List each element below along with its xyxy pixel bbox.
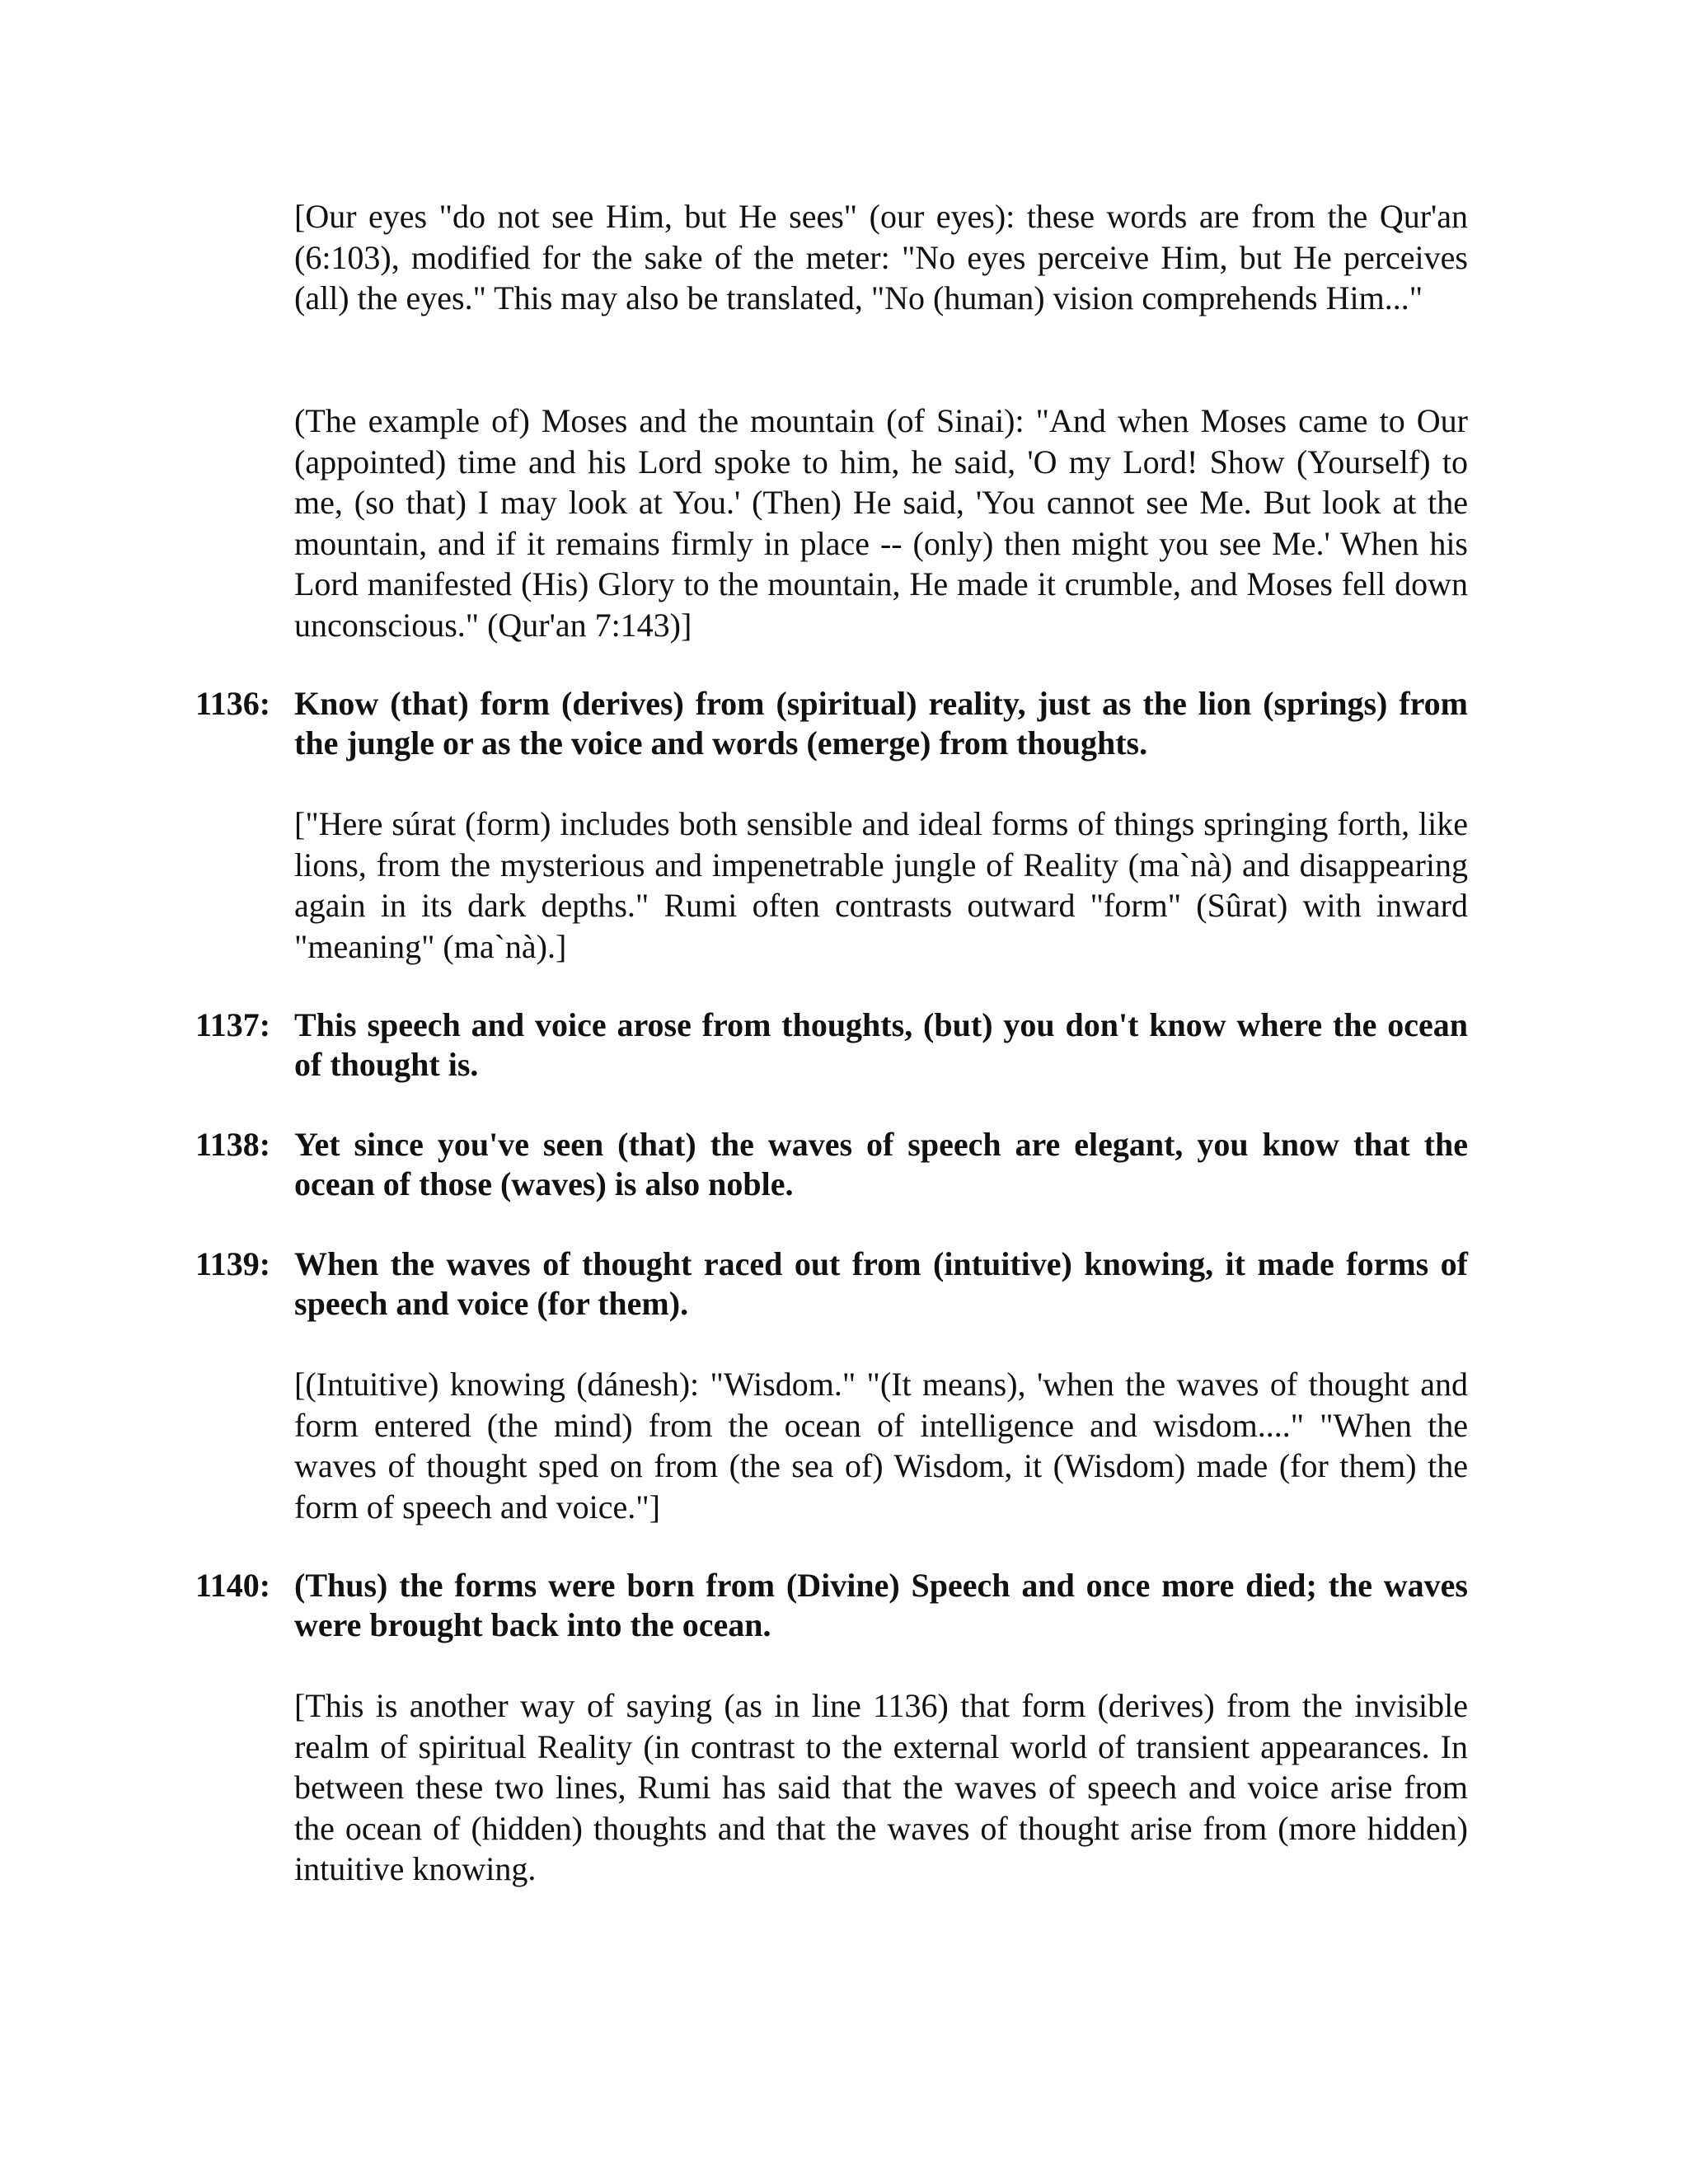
verse-1140 — [195, 1566, 1468, 1645]
verse-text: Know (that) form (derives) from (spiritual) reality, just as the lion (springs) from the jungle or as the voice and words (emerge) from thoughts. — [294, 685, 1468, 762]
verse-1139 — [195, 1244, 1468, 1324]
commentary-paragraph: [This is another way of saying (as in line 1136) that form (derives) from the invisible realm of spiritual Reality (in contrast to the external world of transient appearances. In between these two lines, Rumi has said that the waves of speech and voice arise from the ocean of (hidden) thoughts and that the waves of thought arise from (more hidden) intuitive knowing. — [294, 1687, 1468, 1887]
commentary-paragraph: [(Intuitive) knowing (dánesh): "Wisdom." "(It means), 'when the waves of thought and form entered (the mind) from the ocean of intelligence and wisdom...." "When the waves of thought sped on from (the sea of) Wisdom, it (Wisdom) made (for them) the form of speech and voice."] — [294, 1366, 1468, 1526]
commentary-paragraph: [Our eyes "do not see Him, but He sees" (our eyes): these words are from the Qur'an (6:103), modified for the sake of the meter: "No eyes perceive Him, but He perceives (all) the eyes." This may also be translated, "No (human) vision comprehends Him..." — [294, 198, 1468, 316]
verse-number: 1136: — [195, 685, 271, 722]
verse-text: (Thus) the forms were born from (Divine) Speech and once more died; the waves were brought back into the ocean. — [294, 1567, 1468, 1643]
verse-text: This speech and voice arose from thoughts, (but) you don't know where the ocean of thought is. — [294, 1006, 1468, 1083]
verse-text: When the waves of thought raced out from (intuitive) knowing, it made forms of speech and voice (for them). — [294, 1245, 1468, 1322]
commentary-paragraph: ["Here súrat (form) includes both sensible and ideal forms of things springing forth, like lions, from the mysterious and impenetrable jungle of Reality (ma`nà) and disappearing again in its dark depths." Rumi often contrasts outward "form" (Sûrat) with inward "meaning" (ma`nà).] — [294, 805, 1468, 965]
verse-1137 — [195, 1005, 1468, 1085]
verse-1136 — [195, 684, 1468, 763]
verse-text: Yet since you've seen (that) the waves of speech are elegant, you know that the ocean of those (waves) is also noble. — [294, 1126, 1468, 1202]
verse-number: 1137: — [195, 1006, 271, 1043]
verse-number: 1138: — [195, 1126, 271, 1163]
verse-number: 1139: — [195, 1245, 271, 1282]
verse-number: 1140: — [195, 1567, 271, 1604]
commentary-paragraph: (The example of) Moses and the mountain (of Sinai): "And when Moses came to Our (appointed) time and his Lord spoke to him, he said, 'O my Lord! Show (Yourself) to me, (so that) I may look at You.' (Then) He said, 'You cannot see Me. But look at the mountain, and if it remains firmly in place -- (only) then might you see Me.' When his Lord manifested (His) Glory to the mountain, He made it crumble, and Moses fell down unconscious." (Qur'an 7:143)] — [294, 402, 1468, 644]
verse-1138 — [195, 1125, 1468, 1204]
